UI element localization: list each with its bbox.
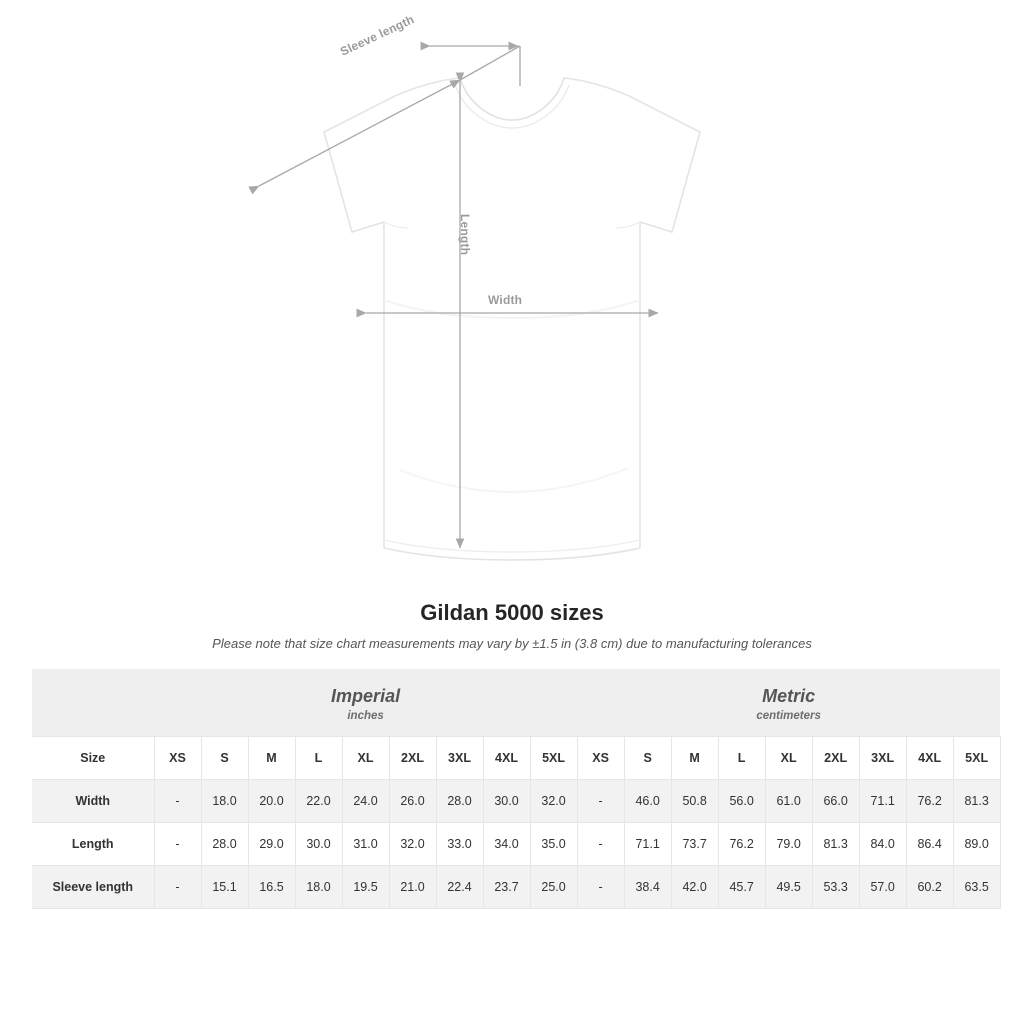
size-column-header: 4XL <box>906 736 953 779</box>
measurement-value: 57.0 <box>859 865 906 908</box>
size-column-header: 3XL <box>859 736 906 779</box>
length-label: Length <box>458 214 472 256</box>
measurement-row-label: Width <box>32 779 154 822</box>
measurement-value: 29.0 <box>248 822 295 865</box>
measurement-value: 56.0 <box>718 779 765 822</box>
measurement-value: 22.4 <box>436 865 483 908</box>
measurement-value: 71.1 <box>624 822 671 865</box>
measurement-value: 84.0 <box>859 822 906 865</box>
size-table-wrapper <box>32 669 992 909</box>
size-column-header: 2XL <box>389 736 436 779</box>
measurement-value: 25.0 <box>530 865 577 908</box>
measurement-value: 16.5 <box>248 865 295 908</box>
table-row <box>32 779 1000 822</box>
measurement-value: 60.2 <box>906 865 953 908</box>
size-label-header: Size <box>32 736 154 779</box>
measurement-value: - <box>577 865 624 908</box>
size-column-header: L <box>295 736 342 779</box>
measurement-value: 20.0 <box>248 779 295 822</box>
size-column-header: M <box>248 736 295 779</box>
measurement-value: 33.0 <box>436 822 483 865</box>
chart-heading <box>0 600 1024 651</box>
measurement-value: 86.4 <box>906 822 953 865</box>
measurement-value: 66.0 <box>812 779 859 822</box>
measurement-value: 26.0 <box>389 779 436 822</box>
measurement-value: 50.8 <box>671 779 718 822</box>
table-corner-cell <box>32 669 154 736</box>
sleeve-length-label: Sleeve length <box>338 12 417 59</box>
measurement-value: 49.5 <box>765 865 812 908</box>
measurement-value: - <box>154 822 201 865</box>
measurement-value: 38.4 <box>624 865 671 908</box>
measurement-value: 76.2 <box>718 822 765 865</box>
measurement-value: 46.0 <box>624 779 671 822</box>
group-system-imperial: Imperial <box>331 686 401 706</box>
size-column-header: M <box>671 736 718 779</box>
table-row <box>32 865 1000 908</box>
page-title: Gildan 5000 sizes <box>420 600 604 625</box>
measurement-value: 24.0 <box>342 779 389 822</box>
table-row <box>32 822 1000 865</box>
size-column-header: XS <box>154 736 201 779</box>
size-table-body <box>32 779 1000 908</box>
size-column-header: 5XL <box>953 736 1000 779</box>
size-column-header: XL <box>342 736 389 779</box>
measurement-value: 61.0 <box>765 779 812 822</box>
measurement-value: 53.3 <box>812 865 859 908</box>
measurement-value: 45.7 <box>718 865 765 908</box>
size-column-header: 3XL <box>436 736 483 779</box>
measurement-value: 71.1 <box>859 779 906 822</box>
measurement-value: 79.0 <box>765 822 812 865</box>
tolerance-note: Please note that size chart measurements may vary by ±1.5 in (3.8 cm) due to manufacturing tolerances <box>212 636 812 651</box>
group-unit-metric: centimeters <box>756 709 821 722</box>
measurement-value: 89.0 <box>953 822 1000 865</box>
measurement-value: 76.2 <box>906 779 953 822</box>
tshirt-shape <box>324 78 700 560</box>
size-column-header: XL <box>765 736 812 779</box>
size-column-header: 2XL <box>812 736 859 779</box>
measurement-value: 28.0 <box>436 779 483 822</box>
measurement-row-label: Length <box>32 822 154 865</box>
measurement-value: 18.0 <box>295 865 342 908</box>
unit-group-row <box>32 669 1000 736</box>
size-column-header: L <box>718 736 765 779</box>
measurement-value: 81.3 <box>953 779 1000 822</box>
measurement-row-label: Sleeve length <box>32 865 154 908</box>
measurement-value: - <box>154 779 201 822</box>
measurement-value: 30.0 <box>295 822 342 865</box>
measurement-value: 42.0 <box>671 865 718 908</box>
measurement-value: 81.3 <box>812 822 859 865</box>
measurement-value: 23.7 <box>483 865 530 908</box>
measurement-value: 21.0 <box>389 865 436 908</box>
group-header-metric <box>577 669 1000 736</box>
size-column-header: S <box>624 736 671 779</box>
width-label: Width <box>482 293 528 307</box>
size-column-header: 5XL <box>530 736 577 779</box>
measurement-value: 19.5 <box>342 865 389 908</box>
group-system-metric: Metric <box>762 686 816 706</box>
measurement-value: 30.0 <box>483 779 530 822</box>
measurement-value: 32.0 <box>389 822 436 865</box>
size-column-header: XS <box>577 736 624 779</box>
measurement-value: - <box>154 865 201 908</box>
measurement-value: 22.0 <box>295 779 342 822</box>
measurement-value: 73.7 <box>671 822 718 865</box>
measurement-value: 31.0 <box>342 822 389 865</box>
measurement-value: - <box>577 822 624 865</box>
measurement-value: 32.0 <box>530 779 577 822</box>
measurement-value: - <box>577 779 624 822</box>
group-header-imperial <box>154 669 577 736</box>
measurement-value: 28.0 <box>201 822 248 865</box>
measurement-value: 15.1 <box>201 865 248 908</box>
measurement-value: 35.0 <box>530 822 577 865</box>
size-header-row <box>32 736 1000 779</box>
size-column-header: 4XL <box>483 736 530 779</box>
size-chart-table <box>32 669 1001 909</box>
group-unit-imperial: inches <box>347 709 384 722</box>
measurement-value: 18.0 <box>201 779 248 822</box>
size-column-header: S <box>201 736 248 779</box>
measurement-value: 34.0 <box>483 822 530 865</box>
measurement-value: 63.5 <box>953 865 1000 908</box>
